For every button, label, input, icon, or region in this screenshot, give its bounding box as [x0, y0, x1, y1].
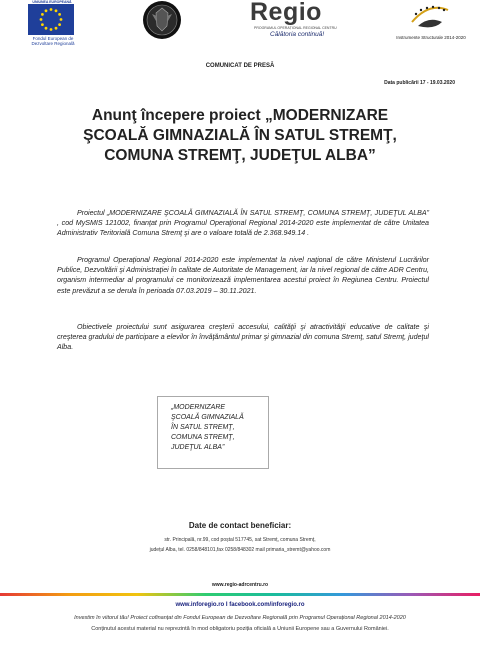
eu-top-label: UNIUNEA EUROPEANĂ [32, 0, 72, 4]
box-line: ÎN SATUL STREMŢ, [171, 424, 235, 431]
website-link[interactable]: www.regio-adrcentru.ro [211, 582, 269, 588]
contact-line-1: str. Principală, nr.99, cod poștal 517745, sat Stremț, comuna Stremț, [164, 537, 316, 543]
footer-color-bar [0, 593, 480, 596]
eu-flag-logo [28, 4, 74, 35]
regio-slogan: Călătoria continuă! [270, 31, 325, 38]
footer-disclaimer-2: Conținutul acestui material nu reprezintă în mod obligatoriu poziția oficială a Uniunii Europene sau a Guvernului României. [91, 626, 389, 632]
footer-links[interactable]: www.inforegio.ro I facebook.com/inforegio.ro [175, 602, 305, 608]
paragraph-objectives: Obiectivele proiectului sunt asigurarea creşterii accesului, calităţii şi atractivităţii educative de calitate şi creşterea gradului de participare a elevilor în învăţământul primar şi gimnazial din comuna Stremţ, satul Stremţ, judeţul Alba. [57, 323, 429, 352]
contact-address [110, 535, 370, 555]
document-title: Anunţ începere proiect „MODERNIZARE ŞCOALĂ GIMNAZIALĂ ÎN SATUL STREMŢ, COMUNA STREMŢ, JUDEŢUL ALBA” [83, 107, 397, 164]
structural-instruments-logo [404, 0, 454, 34]
publication-date: Data publicării 17 - 19.03.2020 [384, 80, 455, 86]
box-line: JUDEŢUL ALBA” [171, 444, 225, 451]
paragraph-program: Programul Operaţional Regional 2014-2020 este implementat la nivel naţional de către Ministerul Lucrărilor Publice, Dezvoltării şi Administraţiei în calitate de Autoritate de Management, iar la nivel regional de către ADR Centru, organism intermediar al programului ce monitorizează implementarea acestui proiect în Regiunea Centru. Proiectul este prevăzut a se derula în perioada 07.03.2019 – 30.11.2021. [57, 256, 429, 295]
footer-disclaimer-1: Investim în viitorul tău! Proiect cofinanțat din Fondul European de Dezvoltare Regională prin Programul Operațional Regional 2014-2020 [74, 615, 406, 621]
contact-heading: Date de contact beneficiar: [188, 521, 292, 530]
eu-fund-caption: Fondul European de Dezvoltare Regională [31, 36, 75, 46]
box-line: COMUNA STREMŢ, [171, 434, 235, 441]
press-release-label: COMUNICAT DE PRESĂ [205, 63, 275, 69]
box-line: „MODERNIZARE [171, 404, 226, 411]
regio-program-label: PROGRAMUL OPERAȚIONAL REGIONAL CENTRU [254, 26, 337, 30]
romania-crest-logo [140, 0, 184, 40]
paragraph-project: Proiectul „MODERNIZARE ŞCOALĂ GIMNAZIALĂ ÎN SATUL STREMŢ, COMUNA STREMŢ, JUDEŢUL ALBA” , cod MySMIS 121002, finanţat prin Programul Operaţional Regional 2014-2020 este implementat de către Unitatea Administrativ Teritorială Comuna Stremţ şi are o valoare totală de 2.368.949.14 . [57, 209, 429, 238]
contact-line-2: județul Alba, tel. 0258/848101,fax 0258/848302 mail primaria_stremt@yahoo.com [149, 547, 331, 553]
box-line: ŞCOALĂ GIMNAZIALĂ [171, 414, 244, 421]
project-name-box [157, 396, 269, 469]
regio-logo-word: Regio [250, 0, 322, 26]
structural-instruments-caption: Instrumente Structurale 2014-2020 [396, 35, 466, 40]
